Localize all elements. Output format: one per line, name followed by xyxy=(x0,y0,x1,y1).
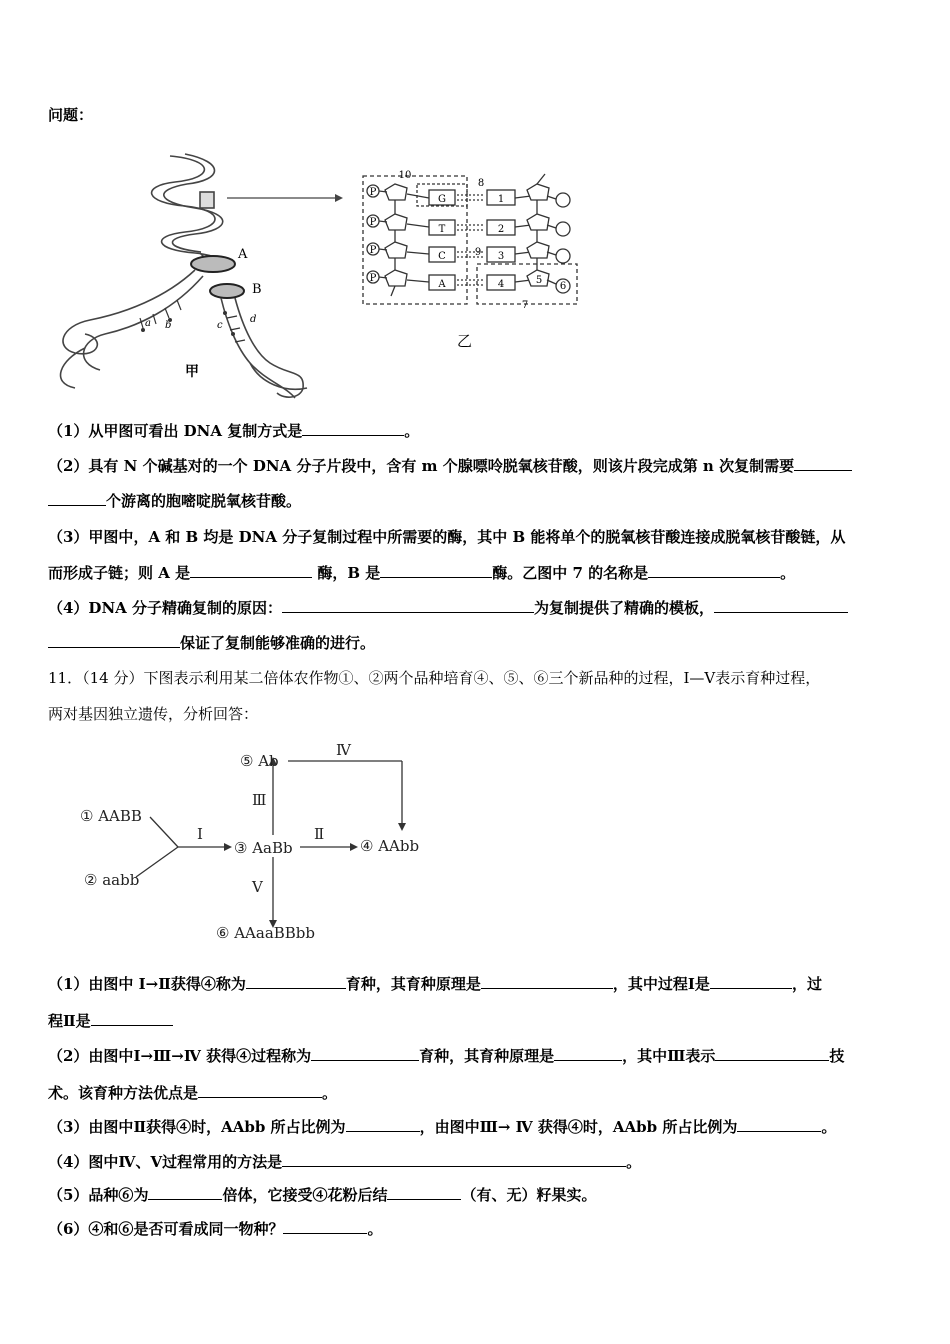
base-label: C xyxy=(438,251,446,262)
figure-yi-caption: 乙 xyxy=(457,332,473,350)
q11-item-2-part-b: 育种，其育种原理是 xyxy=(419,1047,555,1065)
process-2-arrowhead xyxy=(350,843,358,851)
q11-item-4-part-b: 。 xyxy=(626,1153,642,1171)
phosphate-label: P xyxy=(369,245,377,256)
q11-item-1-cont xyxy=(48,1010,173,1031)
q10-item-3-cont xyxy=(48,562,795,583)
q11-item-5-part-b: 倍体，它接受④花粉后结 xyxy=(222,1186,388,1204)
enzyme-b-label: B xyxy=(252,282,262,297)
q11-intro-1-text: 11．（14 分）下图表示利用某二倍体农作物①、②两个品种培育④、⑤、⑥三个新品种的过程，Ⅰ—Ⅴ表示育种过程， xyxy=(48,669,821,687)
q11-item-6-part-a: （6）④和⑥是否可看成同一物种？ xyxy=(48,1220,284,1238)
answer-blank[interactable] xyxy=(246,974,346,989)
variety-5-label: ⑤ Ab xyxy=(240,752,279,770)
answer-blank[interactable] xyxy=(198,1083,322,1098)
answer-blank[interactable] xyxy=(48,491,106,506)
figure-jia-caption: 甲 xyxy=(185,364,199,380)
strand-b-label: b xyxy=(165,320,172,331)
q11-item-2-part-c: ，其中Ⅲ表示 xyxy=(622,1047,716,1065)
q11-item-4-part-a: （4）图中Ⅳ、Ⅴ过程常用的方法是 xyxy=(48,1153,283,1171)
q11-item-2-part-f: 。 xyxy=(322,1084,338,1102)
section-label-text: 问题： xyxy=(48,106,94,124)
q11-item-5-part-a: （5）品种⑥为 xyxy=(48,1186,149,1204)
q11-item-6-part-b: 。 xyxy=(367,1220,383,1238)
part-number: 7 xyxy=(521,300,529,311)
answer-blank[interactable] xyxy=(282,1152,626,1167)
part-number: 9 xyxy=(474,247,482,258)
q11-item-3-part-a: （3）由图中Ⅱ获得④时，AAbb 所占比例为 xyxy=(48,1118,346,1136)
part-number: 10 xyxy=(398,170,412,181)
q10-item-3-part-c: 酶。乙图中 7 的名称是 xyxy=(492,564,649,582)
variety-1-label: ① AABB xyxy=(80,807,142,825)
cross-line-2 xyxy=(136,847,178,877)
phosphate-label: P xyxy=(369,273,377,284)
section-label xyxy=(48,104,93,125)
q11-item-5-part-c: （有、无）籽果实。 xyxy=(461,1186,597,1204)
q10-item-4-part-a: （4）DNA 分子精确复制的原因： xyxy=(48,599,283,617)
q11-intro-2 xyxy=(48,703,258,724)
process-5-label: Ⅴ xyxy=(252,878,263,896)
cross-line-1 xyxy=(150,817,178,847)
process-4-arrowhead xyxy=(398,823,406,831)
q11-item-1-part-b: 育种，其育种原理是 xyxy=(345,975,481,993)
process-1-arrowhead xyxy=(224,843,232,851)
q11-item-3-part-b: ，由图中Ⅲ→ Ⅳ 获得④时，AAbb 所占比例为 xyxy=(419,1118,738,1136)
q10-item-2-cont-text: 个游离的胞嘧啶脱氧核苷酸。 xyxy=(106,492,302,510)
base-label: T xyxy=(438,224,446,235)
answer-blank[interactable] xyxy=(737,1117,821,1132)
answer-blank[interactable] xyxy=(710,974,792,989)
phosphate-label: P xyxy=(369,187,377,198)
q10-item-3-part-b: 酶，B 是 xyxy=(317,564,381,582)
q11-item-1-part-d: ，过 xyxy=(791,975,822,993)
answer-blank[interactable] xyxy=(311,1046,419,1061)
answer-blank[interactable] xyxy=(302,421,404,436)
answer-blank[interactable] xyxy=(714,598,848,613)
q10-item-4 xyxy=(48,597,848,618)
q10-item-1-end: 。 xyxy=(404,422,420,440)
answer-blank[interactable] xyxy=(380,563,492,578)
q11-item-3 xyxy=(48,1116,836,1137)
q10-item-4-part-b: 为复制提供了精确的模板， xyxy=(534,599,715,617)
pair-number: 2 xyxy=(497,224,505,235)
strand-a-label: a xyxy=(145,318,151,329)
answer-blank[interactable] xyxy=(387,1185,461,1200)
q11-item-6 xyxy=(48,1218,382,1239)
process-3-label: Ⅲ xyxy=(252,791,267,809)
strand-d-label: d xyxy=(250,314,257,325)
answer-blank[interactable] xyxy=(48,633,180,648)
q11-item-4 xyxy=(48,1151,641,1172)
phosphate-label: P xyxy=(369,217,377,228)
q11-item-3-part-c: 。 xyxy=(821,1118,837,1136)
answer-blank[interactable] xyxy=(283,1219,367,1234)
variety-4-label: ④ AAbb xyxy=(360,837,420,855)
pair-number: 3 xyxy=(497,251,505,262)
q10-item-2 xyxy=(48,455,852,476)
process-1-label: Ⅰ xyxy=(197,825,203,843)
q10-item-1-text: （1）从甲图可看出 DNA 复制方式是 xyxy=(48,422,303,440)
q11-intro-1 xyxy=(48,667,820,688)
q10-item-3 xyxy=(48,526,845,547)
answer-blank[interactable] xyxy=(481,974,613,989)
base-label: G xyxy=(438,194,446,205)
enzyme-a-label: A xyxy=(238,247,248,262)
variety-6-label: ⑥ AAaaBBbb xyxy=(216,924,316,942)
q10-item-1 xyxy=(48,420,419,441)
variety-2-label: ② aabb xyxy=(84,871,140,889)
q10-item-3-part-a: 而形成子链；则 A 是 xyxy=(48,564,191,582)
q11-item-2-part-a: （2）由图中Ⅰ→Ⅲ→Ⅳ 获得④过程称为 xyxy=(48,1047,312,1065)
q10-item-3-part-d: 。 xyxy=(780,564,796,582)
q10-item-3-text: （3）甲图中，A 和 B 均是 DNA 分子复制过程中所需要的酶，其中 B 能将单个的脱氧核苷酸连接成脱氧核苷酸链，从 xyxy=(48,528,846,546)
q11-item-5 xyxy=(48,1184,596,1205)
pair-number: 1 xyxy=(497,194,505,205)
q10-item-2-text: （2）具有 N 个碱基对的一个 DNA 分子片段中，含有 m 个腺嘌呤脱氧核苷酸，则该片段完成第 n 次复制需要 xyxy=(48,457,795,475)
q11-item-2-part-e: 术。该育种方法优点是 xyxy=(48,1084,199,1102)
base-label: A xyxy=(438,279,446,290)
answer-blank[interactable] xyxy=(346,1117,420,1132)
answer-blank[interactable] xyxy=(190,563,312,578)
part-number: 6 xyxy=(559,281,567,292)
answer-blank[interactable] xyxy=(148,1185,222,1200)
process-2-label: Ⅱ xyxy=(314,825,325,843)
q11-item-1-part-e: 程Ⅱ是 xyxy=(48,1012,91,1030)
pair-number: 4 xyxy=(497,279,505,290)
answer-blank[interactable] xyxy=(282,598,534,613)
variety-3-label: ③ AaBb xyxy=(234,839,293,857)
q10-item-4-part-c: 保证了复制能够准确的进行。 xyxy=(180,634,376,652)
figure-arrow-head xyxy=(335,194,343,202)
answer-blank[interactable] xyxy=(715,1046,829,1061)
q11-intro-2-text: 两对基因独立遗传，分析回答： xyxy=(48,705,259,723)
q11-item-2-part-d: 技 xyxy=(829,1047,845,1065)
part-number: 5 xyxy=(535,275,543,286)
answer-blank[interactable] xyxy=(554,1046,622,1061)
answer-blank[interactable] xyxy=(91,1011,173,1026)
part-number: 8 xyxy=(477,178,485,189)
figure-jia xyxy=(61,154,307,398)
q10-item-4-cont xyxy=(48,632,375,653)
q11-item-1-part-c: ，其中过程Ⅰ是 xyxy=(612,975,710,993)
q10-item-2-cont xyxy=(48,490,301,511)
breeding-diagram xyxy=(70,735,450,950)
q11-item-1-part-a: （1）由图中 Ⅰ→Ⅱ获得④称为 xyxy=(48,975,246,993)
dna-replication-figure xyxy=(45,148,605,406)
figure-yi xyxy=(363,174,577,304)
answer-blank[interactable] xyxy=(648,563,780,578)
strand-c-label: c xyxy=(217,320,223,331)
q11-item-1 xyxy=(48,973,822,994)
process-4-label: Ⅳ xyxy=(336,741,351,759)
q11-item-2-cont xyxy=(48,1082,337,1103)
answer-blank[interactable] xyxy=(794,456,852,471)
q11-item-2 xyxy=(48,1045,844,1066)
